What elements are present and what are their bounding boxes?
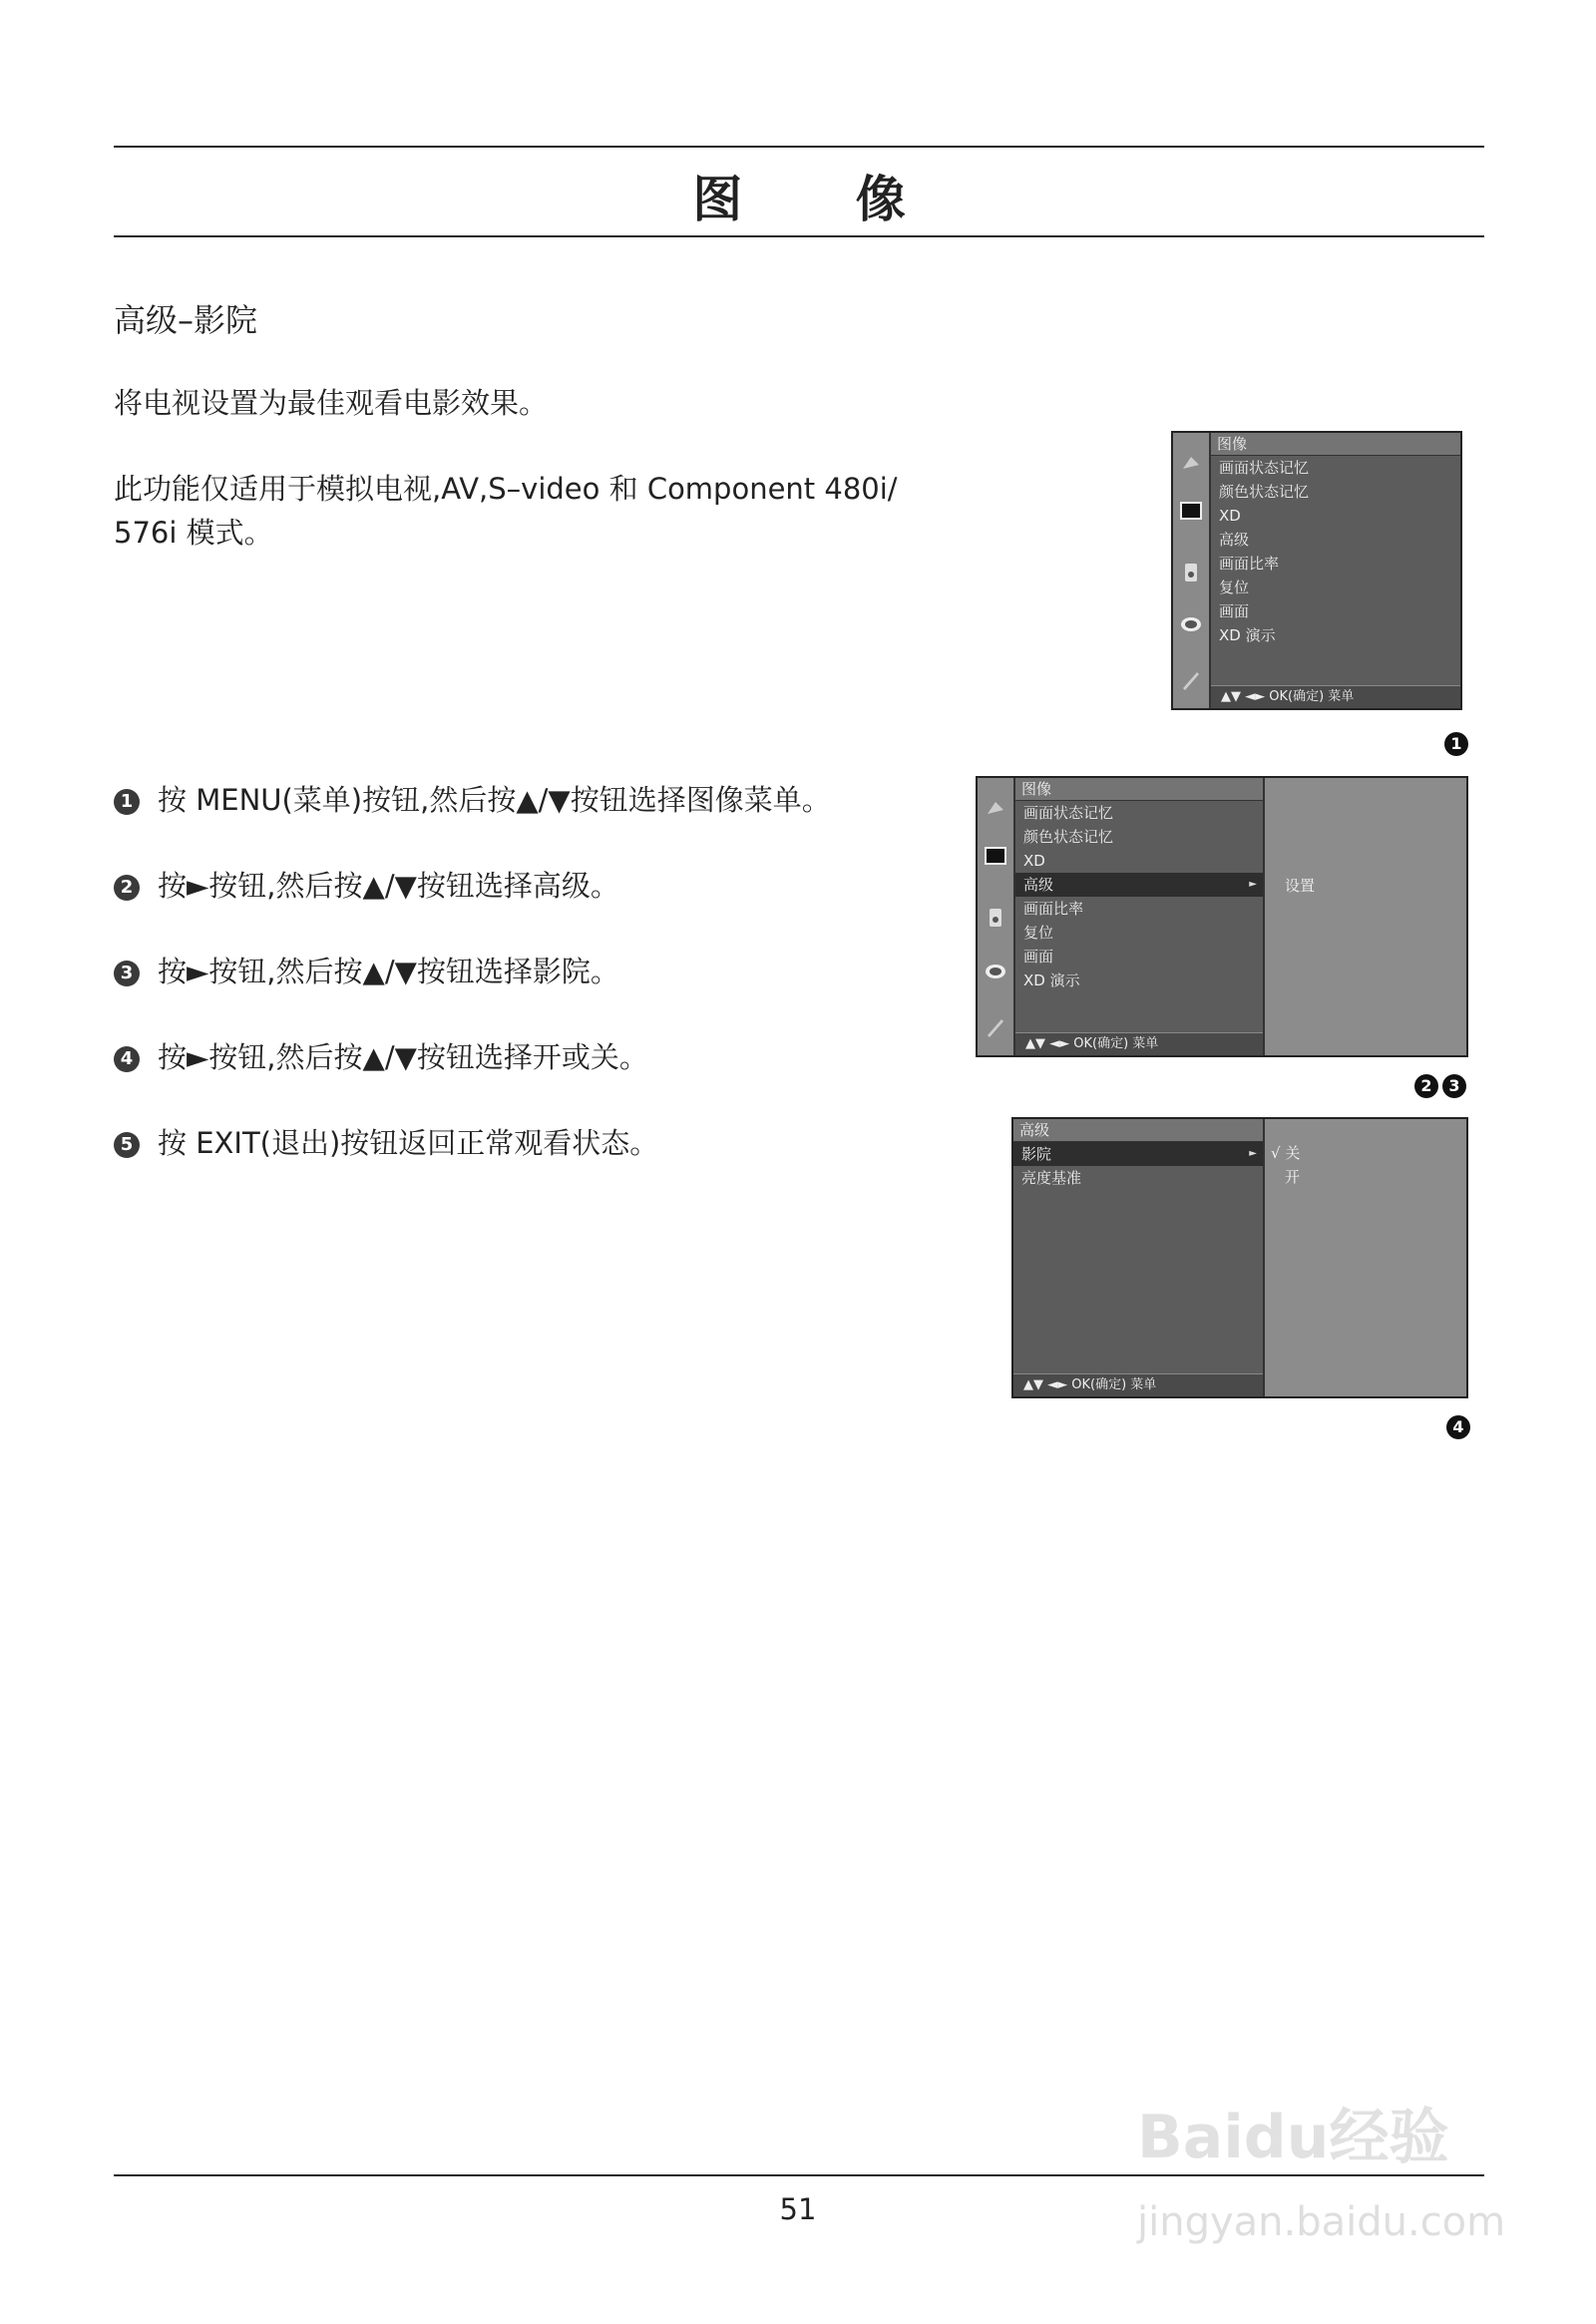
- step-text: 按 EXIT(退出)按钮返回正常观看状态。: [158, 1126, 659, 1160]
- menu-item: 画面状态记忆: [1023, 804, 1114, 822]
- intro-text: 将电视设置为最佳观看电影效果。: [114, 386, 549, 420]
- menu-item: XD 演示: [1219, 626, 1276, 644]
- step-4: [114, 1035, 648, 1076]
- sound-icon: [1179, 561, 1203, 584]
- badge: 3: [1442, 1074, 1466, 1098]
- menu-item: 颜色状态记忆: [1219, 483, 1310, 501]
- note-line-1: 此功能仅适用于模拟电视,AV,S–video 和 Component 480i/: [114, 472, 898, 506]
- page-number: 51: [779, 2192, 817, 2226]
- osd-menu: [1015, 778, 1263, 1055]
- step-text: 按►按钮,然后按▲/▼按钮选择高级。: [158, 869, 619, 903]
- step-5: [114, 1121, 658, 1162]
- osd-footer: ▲▼ ◄► OK(确定) 菜单: [1013, 1373, 1263, 1396]
- menu-item: 画面比率: [1219, 555, 1280, 573]
- menu-item: XD: [1023, 852, 1045, 870]
- osd-footer: ▲▼ ◄► OK(确定) 菜单: [1015, 1032, 1263, 1055]
- page-title: 图 像: [692, 171, 954, 228]
- figure-badges-2-3: [1410, 1074, 1466, 1098]
- step-number: 4: [114, 1046, 140, 1072]
- step-number: 2: [114, 875, 140, 901]
- menu-item: 高级: [1219, 531, 1250, 549]
- menu-item: 画面状态记忆: [1219, 459, 1310, 477]
- baidu-watermark: Baidu经验: [1137, 2103, 1449, 2172]
- menu-item: 颜色状态记忆: [1023, 828, 1114, 846]
- menu-item: 复位: [1219, 579, 1250, 596]
- menu-item: 画面: [1219, 602, 1250, 620]
- menu-item: XD 演示: [1023, 971, 1080, 989]
- picture-icon: [1179, 499, 1203, 523]
- picture-icon: [984, 844, 1007, 868]
- step-text: 按►按钮,然后按▲/▼按钮选择开或关。: [158, 1040, 648, 1074]
- time-icon: [984, 960, 1007, 983]
- menu-title: 图像: [1015, 778, 1263, 801]
- osd-footer: ▲▼ ◄► OK(确定) 菜单: [1211, 685, 1460, 708]
- step-3: [114, 950, 619, 990]
- badge: 2: [1414, 1074, 1438, 1098]
- badge: 4: [1446, 1415, 1470, 1439]
- step-number: 5: [114, 1132, 140, 1158]
- step-number: 3: [114, 961, 140, 986]
- osd-submenu: [1263, 1119, 1466, 1396]
- option-icon: [984, 1015, 1007, 1039]
- section-heading: 高级–影院: [114, 301, 258, 339]
- figure-badges-4: [1442, 1415, 1470, 1439]
- submenu-option-selected: √ 关: [1271, 1144, 1301, 1162]
- sound-icon: [984, 906, 1007, 930]
- osd-icon-bar: [978, 778, 1015, 1055]
- note-line-2: 576i 模式。: [114, 516, 273, 550]
- submenu-option: 开: [1285, 1168, 1301, 1186]
- step-text: 按 MENU(菜单)按钮,然后按▲/▼按钮选择图像菜单。: [158, 783, 831, 817]
- baidu-watermark-url: jingyan.baidu.com: [1137, 2199, 1506, 2245]
- menu-item: 画面比率: [1023, 900, 1084, 918]
- osd-menu: [1211, 433, 1460, 708]
- menu-item: 画面: [1023, 948, 1054, 966]
- satellite-dish-icon: [984, 796, 1007, 820]
- submenu-option: 设置: [1285, 877, 1316, 895]
- step-2: [114, 864, 619, 905]
- menu-item-highlighted: 影院 ►: [1013, 1142, 1263, 1166]
- menu-item: XD: [1219, 507, 1241, 525]
- osd-screen-picture-menu: [1171, 431, 1462, 710]
- step-number: 1: [114, 789, 140, 815]
- menu-item: 复位: [1023, 924, 1054, 942]
- time-icon: [1179, 612, 1203, 636]
- osd-screen-cinema-select: [1011, 1117, 1468, 1398]
- title-underline: [114, 235, 1484, 237]
- figure-badges-1: [1440, 732, 1468, 756]
- osd-submenu: [1263, 778, 1466, 1055]
- satellite-dish-icon: [1179, 451, 1203, 475]
- option-icon: [1179, 668, 1203, 692]
- menu-title: 图像: [1211, 433, 1460, 456]
- menu-item-highlighted: 高级 ►: [1015, 873, 1263, 897]
- top-rule: [114, 146, 1484, 148]
- step-text: 按►按钮,然后按▲/▼按钮选择影院。: [158, 955, 619, 988]
- osd-icon-bar: [1173, 433, 1211, 708]
- badge: 1: [1444, 732, 1468, 756]
- menu-item: 亮度基准: [1021, 1169, 1082, 1187]
- osd-menu: [1013, 1119, 1263, 1396]
- osd-screen-advanced-select: [976, 776, 1468, 1057]
- step-1: [114, 778, 831, 819]
- menu-title: 高级: [1013, 1119, 1263, 1142]
